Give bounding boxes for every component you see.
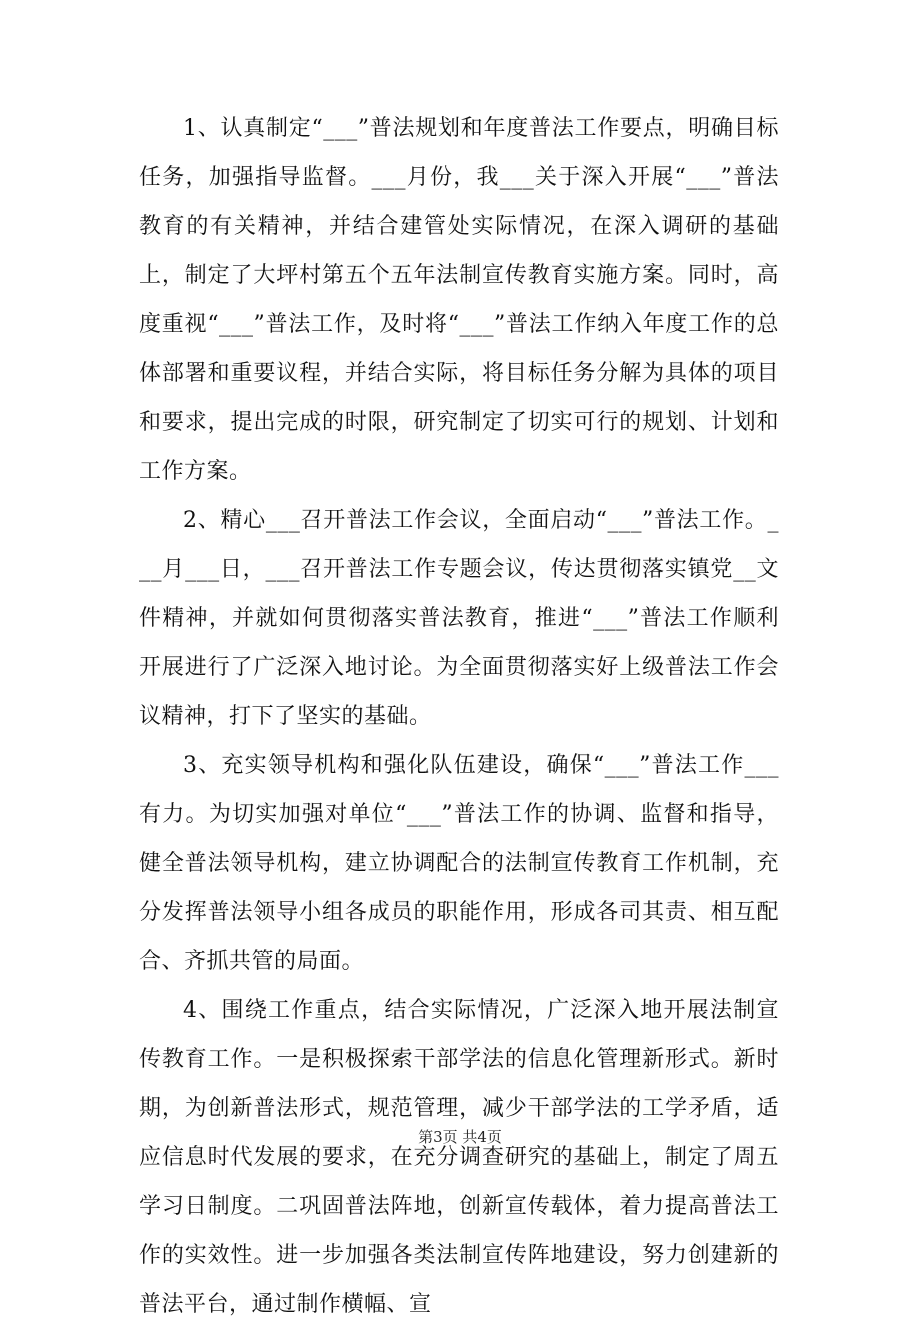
paragraph-1: 1、认真制定“___”普法规划和年度普法工作要点，明确目标任务，加强指导监督。___月份，我___关于深入开展“___”普法教育的有关精神，并结合建管处实际情况，在深入调研的基础上，制定了大坪村第五个五年法制宣传教育实施方案。同时，高度重视“___”普法工作，及时将“___”普法工作纳入年度工作的总体部署和重要议程，并结合实际，将目标任务分解为具体的项目和要求，提出完成的时限，研究制定了切实可行的规划、计划和工作方案。 — [139, 116, 779, 484]
paragraph-4: 4、围绕工作重点，结合实际情况，广泛深入地开展法制宣传教育工作。一是积极探索干部学法的信息化管理新形式。新时期，为创新普法形式，规范管理，减少干部学法的工学矛盾，适应信息时代发展的要求，在充分调查研究的基础上，制定了周五学习日制度。二巩固普法阵地，创新宣传载体，着力提高普法工作的实效性。进一步加强各类法制宣传阵地建设，努力创建新的普法平台，通过制作横幅、宣 — [139, 998, 779, 1317]
page-number-footer: 第3页 共4页 — [418, 1128, 502, 1146]
paragraph-2: 2、精心___召开普法工作会议，全面启动“___”普法工作。___月___日，___召开普法工作专题会议，传达贯彻落实镇党__文件精神，并就如何贯彻落实普法教育，推进“___”普法工作顺利开展进行了广泛深入地讨论。为全面贯彻落实好上级普法工作会议精神，打下了坚实的基础。 — [139, 508, 779, 729]
paragraph-3: 3、充实领导机构和强化队伍建设，确保“___”普法工作___有力。为切实加强对单位“___”普法工作的协调、监督和指导，健全普法领导机构，建立协调配合的法制宣传教育工作机制，充分发挥普法领导小组各成员的职能作用，形成各司其责、相互配合、齐抓共管的局面。 — [139, 753, 779, 974]
